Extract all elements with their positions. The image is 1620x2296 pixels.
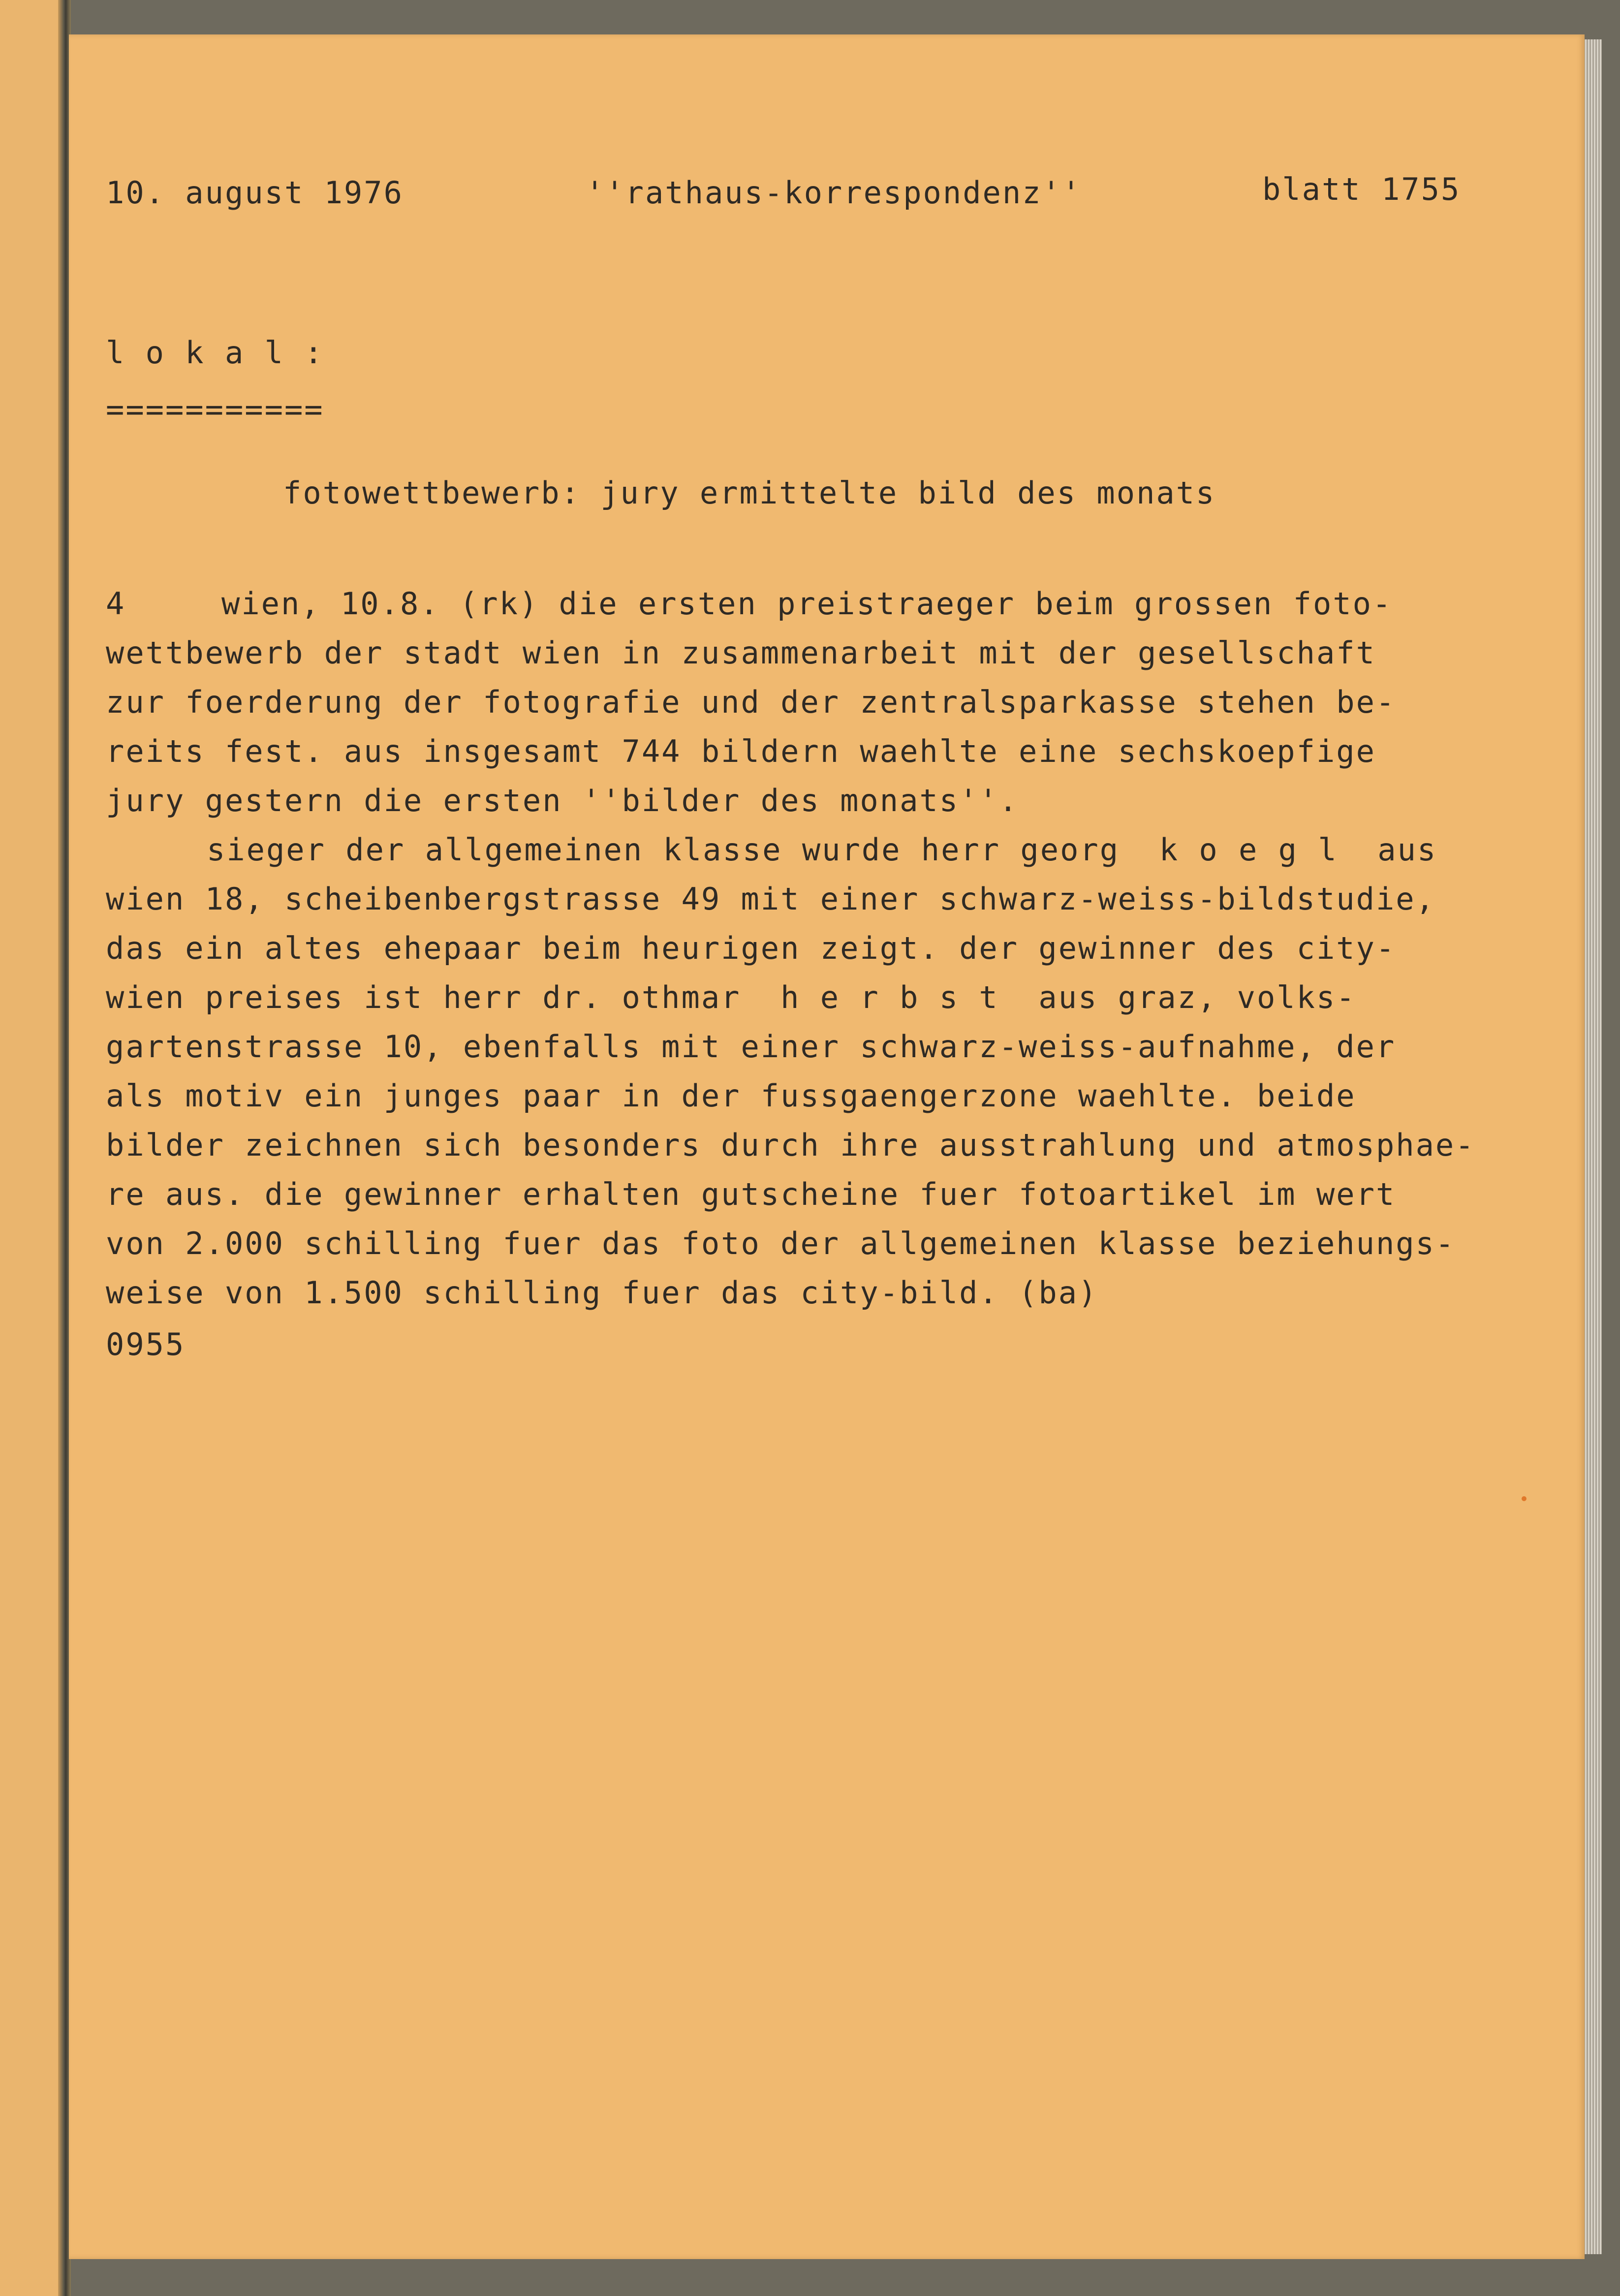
body-line: wettbewerb der stadt wien in zusammenarbeit mit der gesellschaft	[106, 635, 1376, 671]
section-title: l o k a l :	[106, 335, 324, 371]
body-line: von 2.000 schilling fuer das foto der allgemeinen klasse beziehungs-	[106, 1226, 1456, 1261]
body-line: weise von 1.500 schilling fuer das city-bild. (ba)	[106, 1275, 1098, 1311]
body-line: als motiv ein junges paar in der fussgaengerzone waehlte. beide	[106, 1078, 1356, 1114]
body-line: wien preises ist herr dr. othmar h e r b s t aus graz, volks-	[106, 979, 1356, 1015]
body-line: re aus. die gewinner erhalten gutscheine fuer fotoartikel im wert	[106, 1176, 1396, 1212]
paper-speck	[1522, 1496, 1527, 1501]
body-line: bilder zeichnen sich besonders durch ihre ausstrahlung und atmosphae-	[106, 1127, 1475, 1163]
body-line: das ein altes ehepaar beim heurigen zeigt. der gewinner des city-	[106, 930, 1396, 966]
body-line: gartenstrasse 10, ebenfalls mit einer schwarz-weiss-aufnahme, der	[106, 1029, 1396, 1065]
article-headline: fotowettbewerb: jury ermittelte bild des monats	[283, 475, 1216, 511]
page-stack-edges	[1582, 39, 1602, 2254]
section-underline: ===========	[106, 391, 324, 427]
header-sheet-number: blatt 1755	[1262, 171, 1461, 207]
left-page-edge	[0, 0, 63, 2296]
body-line: wien 18, scheibenbergstrasse 49 mit einer schwarz-weiss-bildstudie,	[106, 881, 1435, 917]
body-line: zur foerderung der fotografie und der zentralsparkasse stehen be-	[106, 684, 1396, 720]
header-publication: ''rathaus-korrespondenz''	[586, 175, 1082, 211]
header-date: 10. august 1976	[106, 175, 404, 211]
body-line: wien, 10.8. (rk) die ersten preistraeger beim grossen foto-	[221, 586, 1393, 622]
body-line: sieger der allgemeinen klasse wurde herr georg k o e g l aus	[207, 832, 1437, 868]
body-line: jury gestern die ersten ''bilder des monats''.	[106, 783, 1019, 818]
item-number: 4	[106, 586, 125, 622]
body-line: reits fest. aus insgesamt 744 bildern waehlte eine sechskoepfige	[106, 733, 1376, 769]
article-code: 0955	[106, 1326, 186, 1362]
